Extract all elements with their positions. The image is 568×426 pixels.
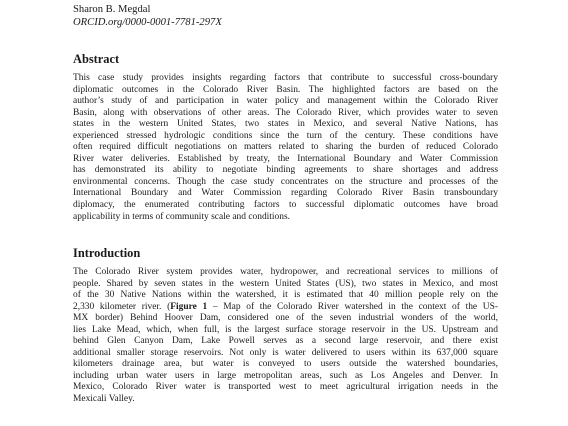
introduction-line: The Colorado River system provides water, hydropower, and recreational services to millions of bbox=[73, 267, 498, 277]
abstract-line: This case study provides insights regarding factors that contribute to successful cross-boundary bbox=[73, 73, 498, 83]
abstract-heading: Abstract bbox=[73, 52, 120, 66]
orcid-id: ORCID.org/0000-0001-7781-297X bbox=[73, 17, 222, 28]
figure-1-reference[interactable]: Figure 1 bbox=[170, 301, 208, 312]
author-block bbox=[73, 3, 222, 29]
introduction-line: additional smaller storage reservoirs. Not only is water delivered to users within its 637,000 square bbox=[73, 347, 498, 358]
abstract-line: environmental concerns. Though the case study concentrates on the structure and processes of the bbox=[73, 176, 498, 187]
abstract-line: often required difficult negotiations on matters related to sharing the burden of reduced Colorado bbox=[73, 142, 498, 153]
abstract-line: diplomacy, the enumerated contributing factors to successful diplomatic outcomes have broad bbox=[73, 200, 498, 211]
abstract-line: experienced stressed hydrologic conditions since the turn of the century. These conditions have bbox=[73, 130, 498, 141]
abstract-line: diplomatic outcomes in the Colorado River Basin. The highlighted factors are based on the bbox=[73, 84, 498, 95]
abstract-line: River water deliveries. Established by treaty, the International Boundary and Water Commission bbox=[73, 153, 498, 164]
introduction-line: kilometers drainage area, but water is conveyed to users outside the watershed boundaries, bbox=[73, 359, 498, 370]
introduction-heading: Introduction bbox=[73, 246, 141, 260]
introduction-line: people. Shared by seven states in the western United States (US), two states in Mexico, and most bbox=[73, 278, 498, 289]
introduction-line-with-figure-ref bbox=[73, 302, 498, 314]
abstract-line: author’s study of and participation in water policy and management within the Colorado River bbox=[73, 96, 498, 107]
introduction-line: Mexicali Valley. bbox=[73, 394, 135, 405]
introduction-line: behind Glen Canyon Dam, Lake Powell serves as a second large reservoir, and there exist bbox=[73, 336, 498, 347]
author-name: Sharon B. Megdal bbox=[73, 4, 151, 15]
abstract-line: has demonstrated its ability to negotiate binding agreements to share shortages and address bbox=[73, 165, 498, 176]
introduction-line: Mexico, Colorado River water is transported west to meet agricultural irrigation needs in the bbox=[73, 382, 498, 393]
introduction-line: lies Lake Mead, which, when full, is the largest surface storage reservoir in the US. Upstream and bbox=[73, 324, 498, 335]
abstract-line: International Boundary and Water Commission regarding Colorado River Basin transboundary bbox=[73, 188, 498, 199]
introduction-line: of the 30 Native Nations within the watershed, it is estimated that 40 million people rely on the bbox=[73, 290, 498, 301]
introduction-paragraph bbox=[73, 267, 498, 406]
introduction-line: MX border) Behind Hoover Dam, considered one of the seven industrial wonders of the world, bbox=[73, 313, 498, 324]
abstract-line: Basin, along with observations of other areas. The Colorado River, which provides water to seven bbox=[73, 107, 498, 118]
introduction-line: including urban water users in large metropolitan areas, such as Los Angeles and Denver. In bbox=[73, 370, 498, 381]
abstract-line: states in the western United States, two states in Mexico, and several Native Nations, has bbox=[73, 119, 498, 130]
introduction-line-start: 2,330 kilometer river. ( bbox=[73, 301, 171, 312]
figure-1-caption: – Map of the Colorado River watershed in the context of the US- bbox=[207, 301, 498, 312]
abstract-paragraph bbox=[73, 73, 498, 223]
abstract-line: applicability in terms of community scale and conditions. bbox=[73, 211, 291, 222]
